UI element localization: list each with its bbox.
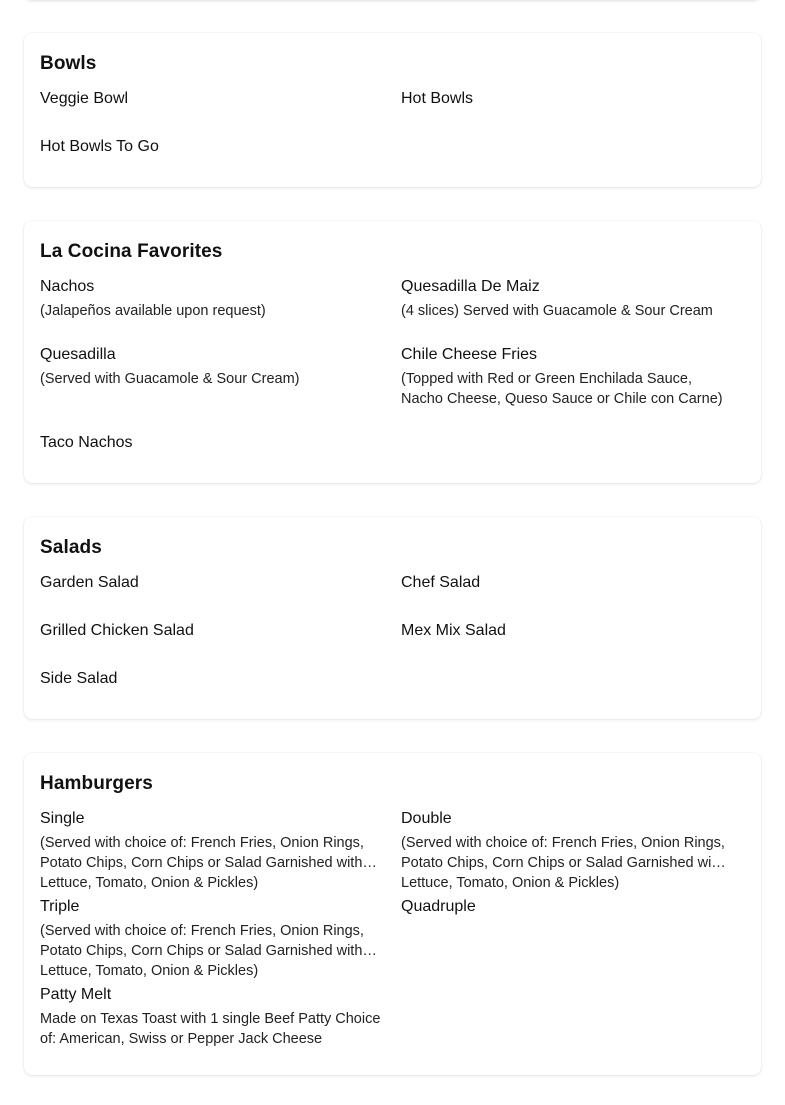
menu-item-mex-mix-salad[interactable] — [401, 619, 746, 643]
menu-item-grilled-chicken-salad[interactable] — [40, 619, 401, 643]
menu-item-chef-salad[interactable] — [401, 571, 746, 595]
item-grid — [40, 571, 745, 691]
item-description: Made on Texas Toast with 1 single Beef Patty Choice of: American, Swiss or Pepper Jack Cheese — [40, 1011, 381, 1047]
item-name: Hot Bowls — [401, 90, 474, 107]
menu-item-taco-nachos[interactable] — [40, 431, 401, 455]
item-description: (Served with choice of: French Fries, Onion Rings, Potato Chips, Corn Chips or Salad Garnished with Lettuce, Tomato, Onion & Pickles) — [40, 835, 364, 891]
item-name: Chef Salad — [401, 574, 481, 591]
item-name: Veggie Bowl — [40, 90, 129, 107]
item-name: Garden Salad — [40, 574, 139, 591]
item-description: (4 slices) Served with Guacamole & Sour Cream — [401, 303, 713, 319]
menu-item-single[interactable] — [40, 807, 401, 891]
item-grid — [40, 807, 745, 1047]
menu-item-nachos[interactable] — [40, 275, 401, 319]
item-name: Quadruple — [401, 898, 476, 915]
section-title: Hamburgers — [40, 773, 153, 794]
item-grid — [40, 87, 745, 159]
menu-item-chile-cheese-fries[interactable] — [401, 343, 746, 407]
menu-item-triple[interactable] — [40, 895, 401, 979]
menu-item-double[interactable] — [401, 807, 746, 891]
item-name: Quesadilla — [40, 346, 116, 363]
menu-item-patty-melt[interactable] — [40, 983, 401, 1047]
menu-item-hot-bowls-to-go[interactable] — [40, 135, 401, 159]
section-title: Salads — [40, 537, 102, 558]
item-name: Chile Cheese Fries — [401, 346, 538, 363]
item-name: Mex Mix Salad — [401, 622, 506, 639]
section-card-hamburgers — [24, 753, 761, 1075]
menu-item-quesadilla-de-maiz[interactable] — [401, 275, 746, 319]
menu-item-hot-bowls[interactable] — [401, 87, 746, 111]
item-name: Single — [40, 810, 85, 827]
item-name: Nachos — [40, 278, 95, 295]
menu-item-garden-salad[interactable] — [40, 571, 401, 595]
item-name: Quesadilla De Maiz — [401, 278, 540, 295]
item-description: (Topped with Red or Green Enchilada Sauce, Nacho Cheese, Queso Sauce or Chile con Carne) — [401, 371, 723, 407]
item-description: (Jalapeños available upon request) — [40, 303, 266, 319]
section-card-salads — [24, 517, 761, 719]
section-title: Bowls — [40, 53, 97, 74]
item-name: Grilled Chicken Salad — [40, 622, 194, 639]
menu-item-veggie-bowl[interactable] — [40, 87, 401, 111]
item-name: Hot Bowls To Go — [40, 138, 159, 155]
item-grid — [40, 275, 745, 455]
item-name: Patty Melt — [40, 986, 112, 1003]
section-card-la-cocina-favorites — [24, 221, 761, 483]
menu-item-quesadilla[interactable] — [40, 343, 401, 407]
item-description: (Served with Guacamole & Sour Cream) — [40, 371, 300, 387]
item-name: Triple — [40, 898, 80, 915]
item-name: Side Salad — [40, 670, 118, 687]
menu-item-side-salad[interactable] — [40, 667, 401, 691]
item-name: Taco Nachos — [40, 434, 133, 451]
section-title: La Cocina Favorites — [40, 241, 223, 262]
section-card-bowls — [24, 33, 761, 187]
item-name: Double — [401, 810, 452, 827]
item-description: (Served with choice of: French Fries, Onion Rings, Potato Chips, Corn Chips or Salad Garnished with Lettuce, Tomato, Onion & Pickles) — [401, 835, 725, 891]
item-description: (Served with choice of: French Fries, Onion Rings, Potato Chips, Corn Chips or Salad Garnished with Lettuce, Tomato, Onion & Pickles) — [40, 923, 364, 979]
menu-item-quadruple[interactable] — [401, 895, 746, 959]
